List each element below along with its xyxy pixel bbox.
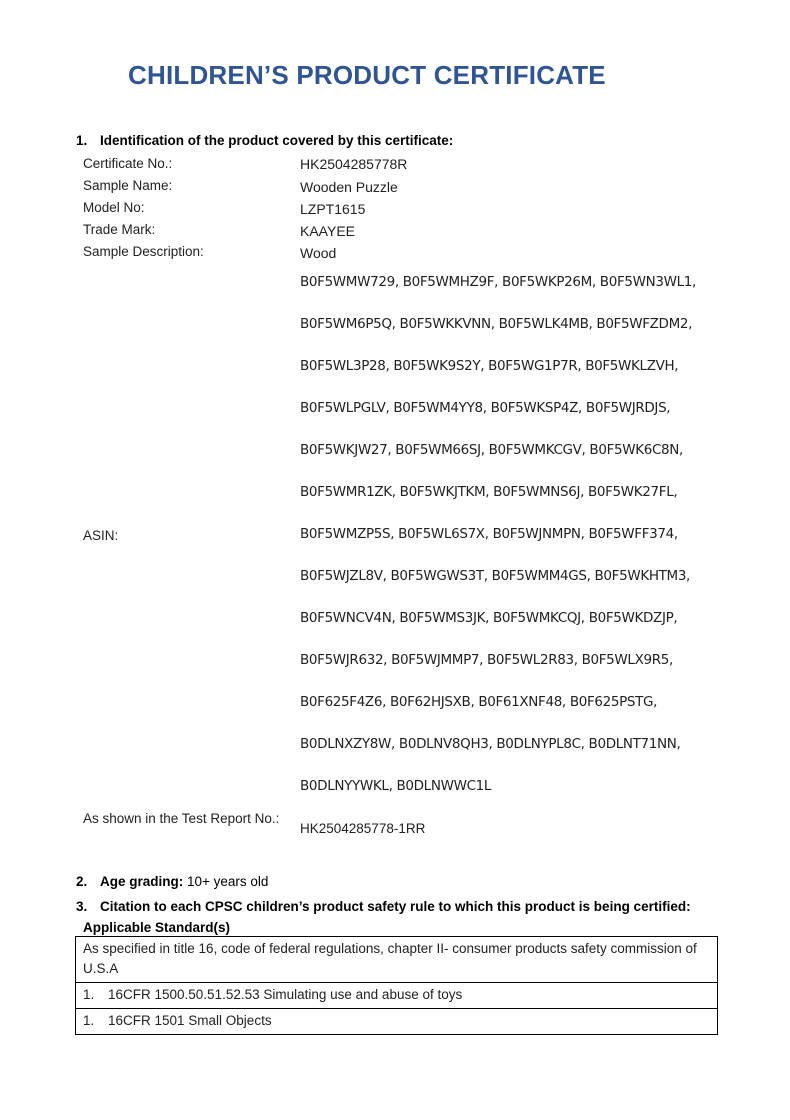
asin-label: ASIN:: [83, 528, 119, 543]
asin-line: B0F5WJR632, B0F5WJMMP7, B0F5WL2R83, B0F5WLX9R5,: [300, 652, 673, 668]
trade-mark-label: Trade Mark:: [83, 222, 156, 237]
asin-line: B0F5WLPGLV, B0F5WM4YY8, B0F5WKSP4Z, B0F5WJRDJS,: [300, 400, 671, 416]
trade-mark-value: KAAYEE: [300, 223, 355, 239]
standard-row: [76, 1009, 718, 1035]
test-report-value: HK2504285778-1RR: [300, 821, 426, 836]
standards-intro-cell: As specified in title 16, code of federal regulations, chapter II- consumer products safety commission of U.S.A: [76, 937, 718, 983]
section-1-heading: [76, 133, 453, 148]
standard-cell: [76, 1009, 718, 1035]
sample-description-label: Sample Description:: [83, 244, 204, 259]
asin-line: B0DLNYYWKL, B0DLNWWC1L: [300, 778, 492, 794]
asin-line: B0F5WL3P28, B0F5WK9S2Y, B0F5WG1P7R, B0F5WKLZVH,: [300, 358, 679, 374]
applicable-standards-heading: Applicable Standard(s): [83, 920, 231, 935]
age-grading-label: Age grading:: [100, 874, 184, 889]
standards-intro-row: [76, 937, 718, 983]
section-2-number: 2.: [76, 874, 88, 889]
section-1-title: Identification of the product covered by this certificate:: [100, 133, 454, 148]
asin-line: B0F5WMR1ZK, B0F5WKJTKM, B0F5WMNS6J, B0F5WK27FL,: [300, 484, 678, 500]
standard-text: 16CFR 1501 Small Objects: [108, 1013, 272, 1028]
model-no-label: Model No:: [83, 200, 145, 215]
certificate-no-value: HK2504285778R: [300, 156, 408, 172]
asin-line: B0F5WNCV4N, B0F5WMS3JK, B0F5WMKCQJ, B0F5WKDZJP,: [300, 610, 678, 626]
sample-description-value: Wood: [300, 245, 337, 261]
age-grading-value: 10+ years old: [187, 874, 269, 889]
asin-line: B0DLNXZY8W, B0DLNV8QH3, B0DLNYPL8C, B0DLNT71NN,: [300, 736, 681, 752]
standards-table: [75, 936, 718, 1035]
test-report-label: As shown in the Test Report No.:: [83, 811, 280, 826]
asin-line: B0F5WM6P5Q, B0F5WKKVNN, B0F5WLK4MB, B0F5WFZDM2,: [300, 316, 693, 332]
standard-cell: [76, 983, 718, 1009]
standard-text: 16CFR 1500.50.51.52.53 Simulating use and abuse of toys: [108, 987, 463, 1002]
standard-number: 1.: [83, 1013, 95, 1028]
section-3-number: 3.: [76, 899, 88, 914]
section-1-number: 1.: [76, 133, 88, 148]
certificate-no-label: Certificate No.:: [83, 156, 173, 171]
section-3-title: Citation to each CPSC children’s product safety rule to which this product is being certified:: [100, 899, 691, 914]
model-no-value: LZPT1615: [300, 201, 366, 217]
sample-name-label: Sample Name:: [83, 178, 173, 193]
section-3-heading: [76, 899, 691, 914]
sample-name-value: Wooden Puzzle: [300, 179, 398, 195]
asin-line: B0F625F4Z6, B0F62HJSXB, B0F61XNF48, B0F625PSTG,: [300, 694, 658, 710]
asin-line: B0F5WJZL8V, B0F5WGWS3T, B0F5WMM4GS, B0F5WKHTM3,: [300, 568, 690, 584]
standard-number: 1.: [83, 987, 95, 1002]
asin-line: B0F5WKJW27, B0F5WM66SJ, B0F5WMKCGV, B0F5WK6C8N,: [300, 442, 683, 458]
page-title: CHILDREN’S PRODUCT CERTIFICATE: [128, 60, 606, 90]
asin-line: B0F5WMW729, B0F5WMHZ9F, B0F5WKP26M, B0F5WN3WL1,: [300, 274, 696, 290]
section-2-heading: [76, 874, 268, 889]
asin-line: B0F5WMZP5S, B0F5WL6S7X, B0F5WJNMPN, B0F5WFF374,: [300, 526, 678, 542]
standard-row: [76, 983, 718, 1009]
